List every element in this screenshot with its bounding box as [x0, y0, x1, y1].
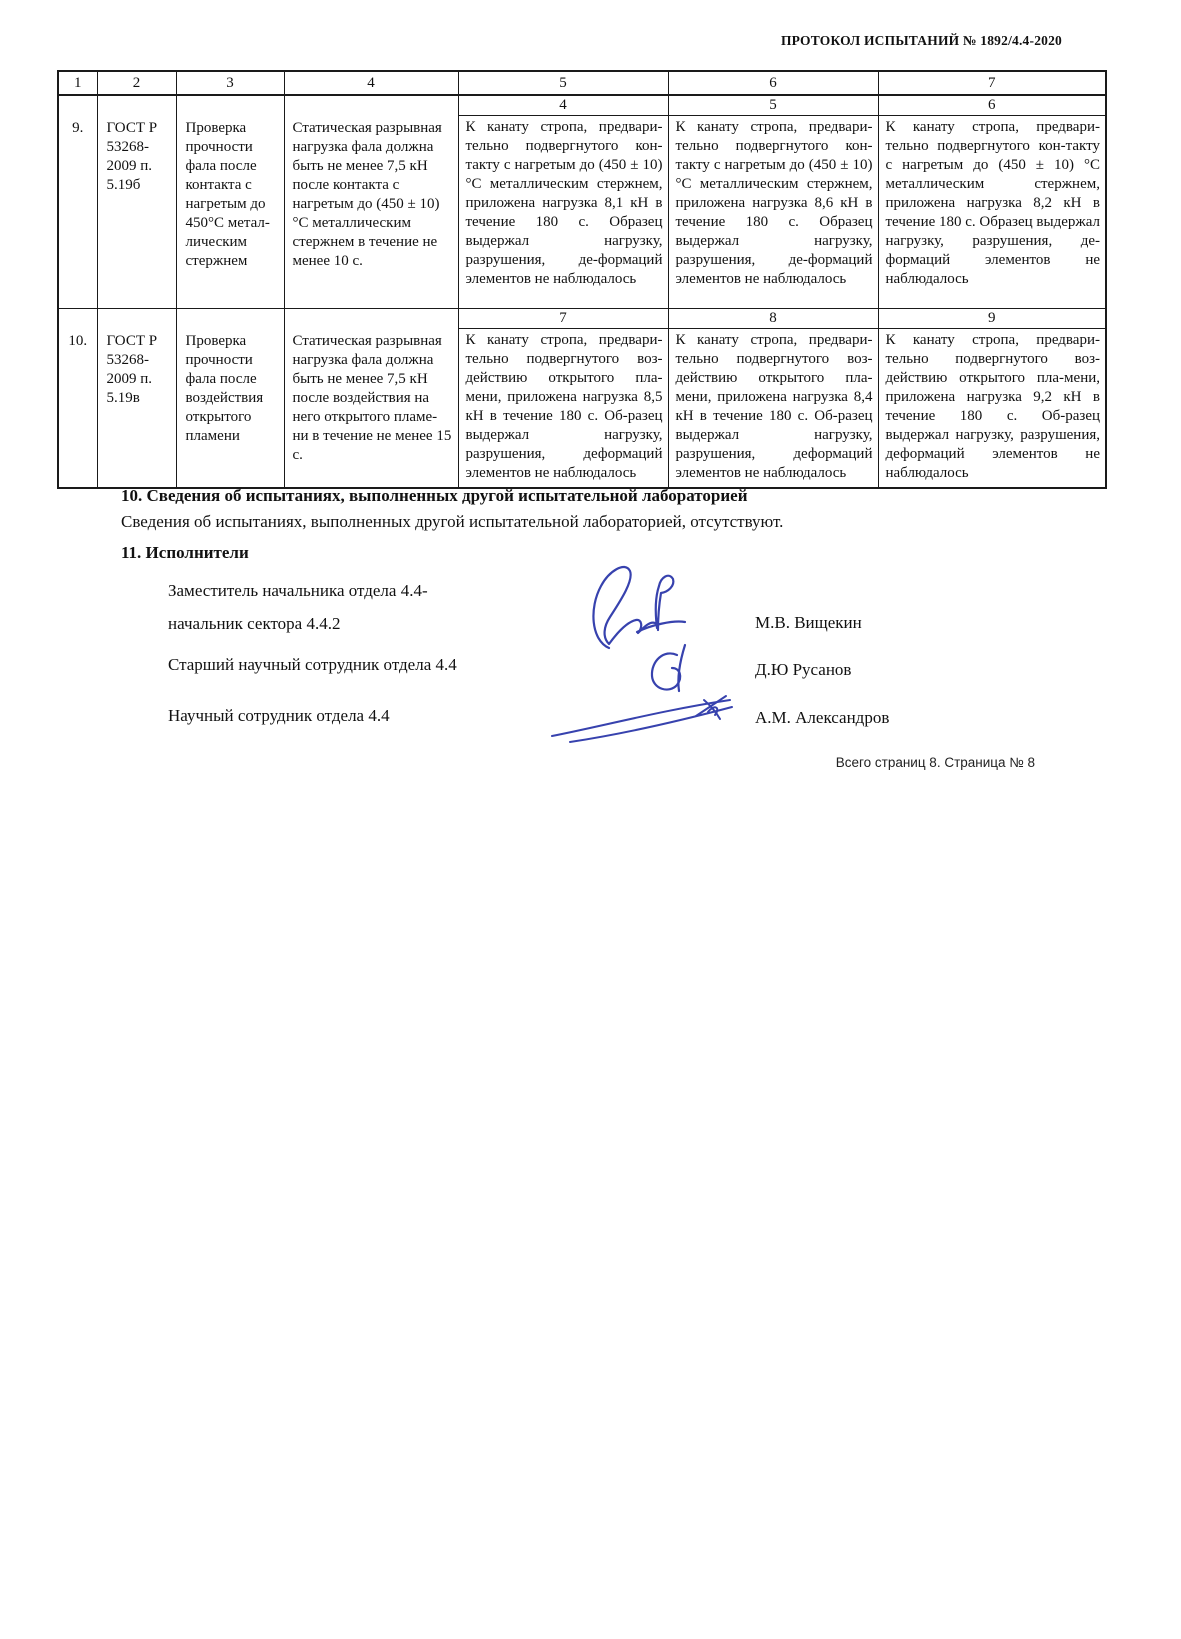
result-cell-sample-6 — [878, 95, 1106, 309]
result-text: К канату стропа, предвари-тельно подвергнутого кон-такту с нагретым до (450 ± 10) °С металлическим стержнем, приложена нагрузка 8,6 кН в течение 180 с. Образец выдержал нагрузку, разрушения, де-формаций элементов не наблюдалось — [675, 119, 873, 287]
result-cell-sample-8 — [668, 309, 878, 489]
column-number-4: 4 — [284, 71, 458, 95]
executor-3-signature-image — [548, 692, 738, 744]
executor-1-name: М.В. Вищекин — [755, 613, 862, 632]
page-count-footer: Всего страниц 8. Страница № 8 — [835, 755, 1035, 770]
table-row-test-9 — [58, 95, 1106, 309]
standard-cell: ГОСТ Р 53268-2009 п. 5.19в — [97, 309, 176, 489]
column-number-7: 7 — [878, 71, 1106, 95]
executor-3-name: А.М. Александров — [755, 708, 890, 727]
result-cell-sample-5 — [668, 95, 878, 309]
executor-1-role-line-1: Заместитель начальника отдела 4.4- — [168, 581, 428, 600]
result-text: К канату стропа, предвари-тельно подвергнутого воз-действию открытого пла-мени, приложена нагрузка 8,5 кН в течение 180 с. Об-разец выдержал нагрузку, разрушения, деформаций элементов не наблюдалось — [465, 332, 663, 481]
sample-number: 9 — [879, 309, 1106, 329]
result-text: К канату стропа, предвари-тельно подвергнутого кон-такту с нагретым до (450 ± 10) °С металлическим стержнем, приложена нагрузка 8,1 кН в течение 180 с. Образец выдержал нагрузку, разрушения, де-формаций элементов не наблюдалось — [465, 119, 663, 287]
executor-1-role-line-2: начальник сектора 4.4.2 — [168, 614, 341, 633]
section-10-heading: 10. Сведения об испытаниях, выполненных другой испытательной лабораторией — [121, 486, 748, 505]
column-number-6: 6 — [668, 71, 878, 95]
result-cell-sample-4 — [458, 95, 668, 309]
table-row-test-10 — [58, 309, 1106, 489]
executor-2-signature-image — [643, 639, 698, 697]
document-title: ПРОТОКОЛ ИСПЫТАНИЙ № 1892/4.4-2020 — [780, 33, 1062, 48]
sample-number: 6 — [879, 96, 1106, 116]
executor-3-role-line-1: Научный сотрудник отдела 4.4 — [168, 706, 390, 725]
test-name-cell: Проверка прочности фала после контакта с нагретым до 450°С метал-лическим стержнем — [176, 95, 284, 309]
row-number-cell: 10. — [58, 309, 97, 489]
sample-number: 5 — [669, 96, 878, 116]
result-text: К канату стропа, предвари-тельно подвергнутого воз-действию открытого пла-мени, приложена нагрузка 8,4 кН в течение 180 с. Об-разец выдержал нагрузку, разрушения, деформаций элементов не наблюдалось — [675, 332, 873, 481]
requirement-cell: Статическая разрывная нагрузка фала должна быть не менее 7,5 кН после контакта с нагретым до (450 ± 10) °С металлическим стержнем в течение не менее 10 с. — [284, 95, 458, 309]
test-results-table — [57, 70, 1107, 489]
executor-2-role-line-1: Старший научный сотрудник отдела 4.4 — [168, 655, 457, 674]
test-name-cell: Проверка прочности фала после воздействия открытого пламени — [176, 309, 284, 489]
sample-number: 8 — [669, 309, 878, 329]
result-text: К канату стропа, предвари-тельно подвергнутого воз-действию открытого пла-мени, приложена нагрузка 9,2 кН в течение 180 с. Об-разец выдержал нагрузку, разрушения, деформаций элементов не наблюдалось — [885, 332, 1100, 481]
standard-cell: ГОСТ Р 53268-2009 п. 5.19б — [97, 95, 176, 309]
section-11-heading: 11. Исполнители — [121, 543, 249, 562]
column-numbers-row — [58, 71, 1106, 95]
sample-number: 7 — [459, 309, 668, 329]
result-text: К канату стропа, предвари-тельно подвергнутого кон-такту с нагретым до (450 ± 10) °С металлическим стержнем, приложена нагрузка 8,2 кН в течение 180 с. Образец выдержал нагрузку, разрушения, де-формаций элементов не наблюдалось — [885, 119, 1100, 287]
executor-2-name: Д.Ю Русанов — [755, 660, 852, 679]
result-cell-sample-7 — [458, 309, 668, 489]
column-number-5: 5 — [458, 71, 668, 95]
column-number-3: 3 — [176, 71, 284, 95]
sample-number: 4 — [459, 96, 668, 116]
column-number-2: 2 — [97, 71, 176, 95]
column-number-1: 1 — [58, 71, 97, 95]
row-number-cell: 9. — [58, 95, 97, 309]
result-cell-sample-9 — [878, 309, 1106, 489]
requirement-cell: Статическая разрывная нагрузка фала должна быть не менее 7,5 кН после воздействия на него открытого пламе-ни в течение не менее 15 с. — [284, 309, 458, 489]
section-10-text: Сведения об испытаниях, выполненных другой испытательной лабораторией, отсутствуют. — [121, 512, 784, 531]
